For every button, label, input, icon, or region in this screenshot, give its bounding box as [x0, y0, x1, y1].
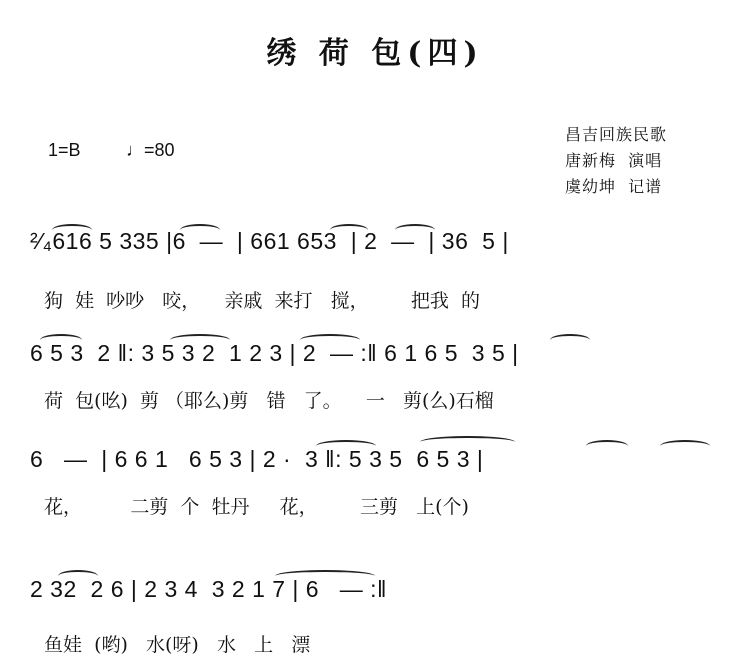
slur	[660, 440, 710, 452]
notation-text: 2 32 2 6 | 2 3 4 3 2 1 7 | 6 — :‖	[30, 576, 388, 602]
key-signature: 1=B	[48, 140, 81, 160]
slur	[586, 440, 628, 452]
lyrics-line-3: 花， 二剪 个 牡丹 花， 三剪 上(个)	[44, 496, 469, 518]
notation-text: 6 — | 6 6 1 6 5 3 | 2 · 3 ‖: 5 3 5 6 5 3 |	[30, 446, 484, 472]
slur	[550, 334, 590, 346]
notation-text: 6 5 3 2 ‖: 3 5 3 2 1 2 3 | 2 — :‖ 6 1 6 5 3 5 |	[30, 340, 519, 366]
credit-transcriber: 虞幼坤 记谱	[565, 177, 663, 196]
notation-line-1	[30, 222, 720, 262]
notation-text: ²⁄₄616 5 335 |6 — | 661 653 | 2 — | 36 5 |	[30, 228, 509, 254]
credit-origin: 昌吉回族民歌	[565, 125, 668, 144]
lyrics-line-2: 荷 包(吆) 剪 （耶么)剪 错 了。 一 剪(么)石榴	[44, 390, 494, 412]
notation-line-3	[30, 440, 720, 480]
credit-singer: 唐新梅 演唱	[565, 151, 663, 170]
song-title: 绣 荷 包(四)	[266, 36, 484, 71]
lyrics-line-4: 鱼娃 (哟) 水(呀) 水 上 漂	[44, 634, 311, 656]
lyrics-line-1: 狗 娃 吵吵 咬， 亲戚 来打 搅， 把我 的	[44, 290, 480, 312]
tempo-marking: ♩=80	[126, 140, 175, 160]
notation-line-4	[30, 570, 720, 610]
notation-line-2	[30, 334, 720, 374]
